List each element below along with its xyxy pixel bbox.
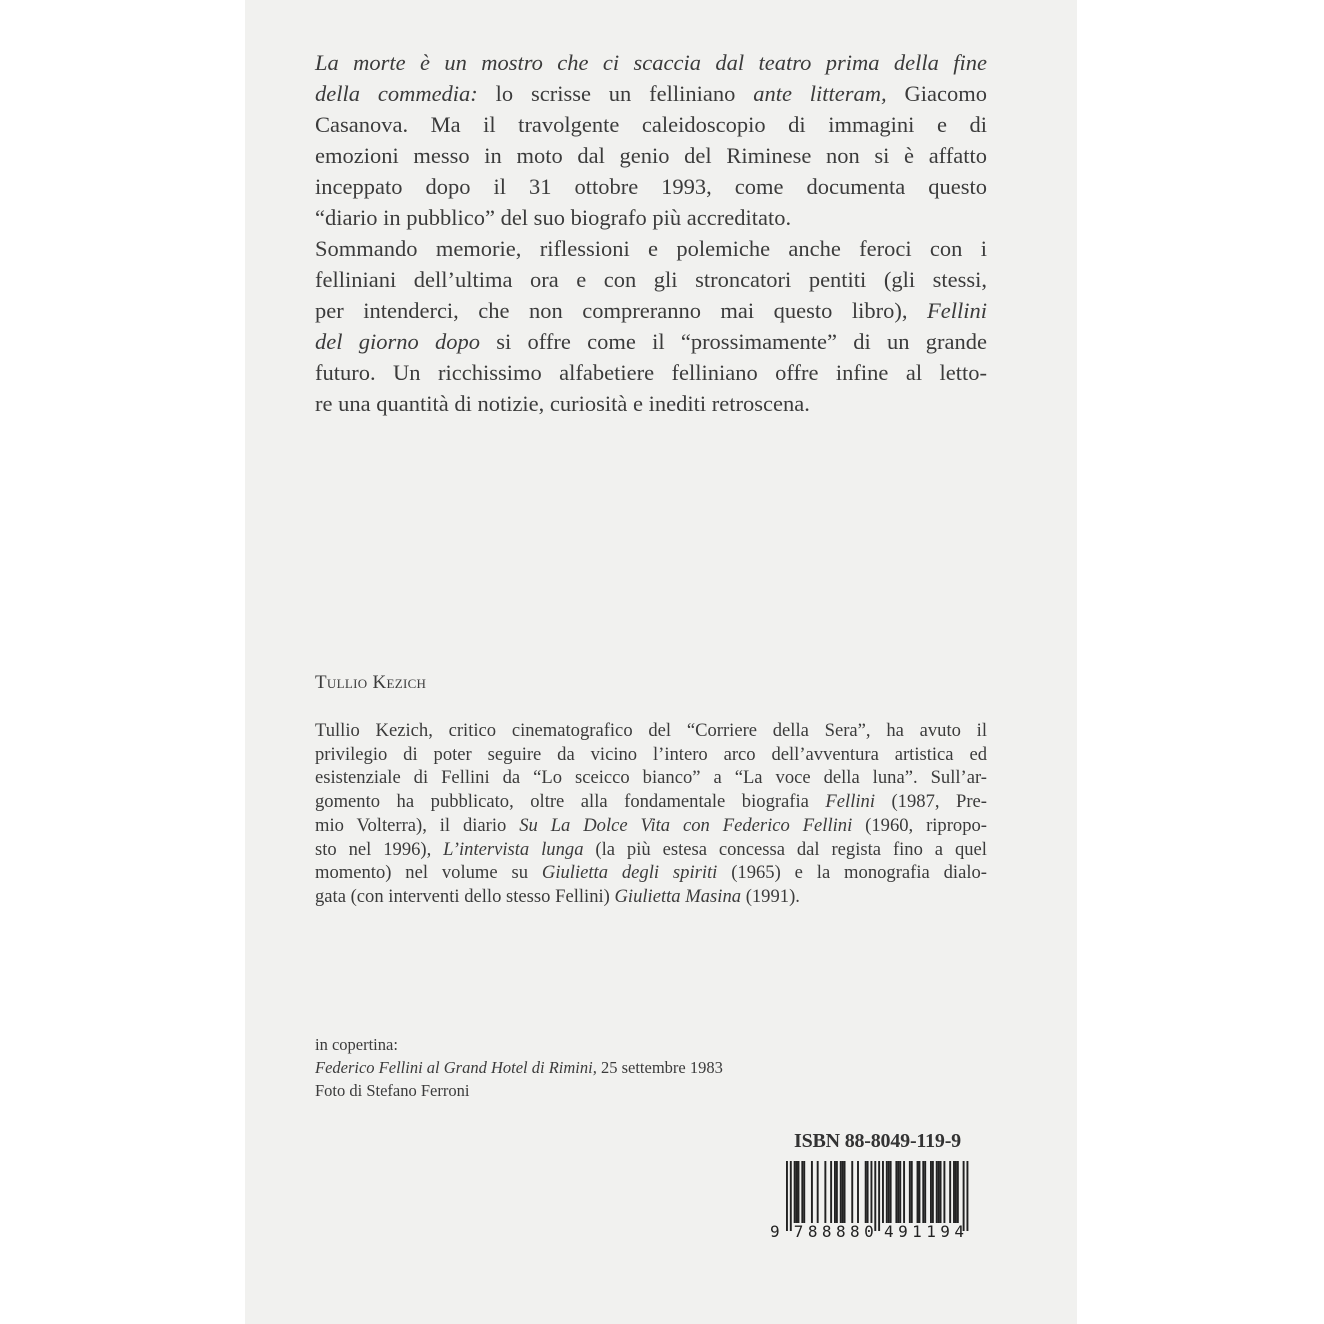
barcode-digits: 491194 xyxy=(884,1222,964,1241)
barcode-bar xyxy=(842,1161,844,1223)
text: Sommando memorie, riflessioni e polemiche anche feroci con i xyxy=(315,236,987,261)
blurb-line xyxy=(315,357,987,388)
barcode-bar xyxy=(899,1161,901,1223)
bio-line xyxy=(315,790,987,814)
barcode-bar xyxy=(903,1161,905,1223)
barcode-bar xyxy=(817,1161,819,1223)
barcode-bar xyxy=(890,1161,892,1223)
text: sto nel 1996), xyxy=(315,838,444,860)
text: Casanova. Ma il travolgente caleidoscopio di immagini e di xyxy=(315,112,987,137)
barcode-bar xyxy=(922,1161,924,1223)
text: emozioni messo in moto dal genio del Riminese non si è affatto xyxy=(315,143,987,168)
barcode-bar xyxy=(874,1161,876,1231)
text: esistenziale di Fellini da “Lo sceicco bianco” a “La voce della luna”. Sull’ar- xyxy=(315,767,987,789)
text: Giacomo xyxy=(886,81,987,106)
text: Tullio Kezich, critico cinematografico del “Corriere della Sera”, ha avuto il xyxy=(315,720,987,741)
bio-line xyxy=(315,814,987,838)
barcode-bar xyxy=(953,1161,955,1223)
bio-line xyxy=(315,838,987,862)
italic-text: La morte è un mostro che ci scaccia dal teatro prima della fine xyxy=(315,50,987,75)
barcode-bar xyxy=(801,1161,803,1223)
barcode-bar xyxy=(895,1161,897,1223)
barcode-bar xyxy=(882,1161,884,1223)
barcode-bar xyxy=(857,1161,859,1223)
bio-line xyxy=(315,861,987,885)
text: privilegio di poter seguire da vicino l’intero arco dell’avventura artistica ed xyxy=(315,743,987,765)
cover-credits xyxy=(315,1033,723,1102)
bio-line xyxy=(315,743,987,767)
blurb-text xyxy=(315,47,987,419)
blurb-line xyxy=(315,47,987,78)
barcode-bar xyxy=(955,1161,957,1223)
isbn-label: ISBN 88-8049-119-9 xyxy=(794,1130,961,1152)
italic-text: L’intervista lunga xyxy=(443,838,584,860)
text: (1960, ripropo- xyxy=(852,814,988,836)
author-bio xyxy=(315,719,987,909)
barcode-bar xyxy=(851,1161,853,1223)
blurb-line xyxy=(315,140,987,171)
barcode-bar xyxy=(888,1161,890,1223)
text: (1965) e la monografia dialo- xyxy=(717,862,987,884)
barcode-bar xyxy=(930,1161,932,1223)
barcode-bar xyxy=(966,1161,968,1231)
bio-line xyxy=(315,719,987,743)
barcode-bar xyxy=(936,1161,938,1223)
barcode-bar xyxy=(932,1161,934,1223)
barcode-bar xyxy=(867,1161,869,1223)
photo-date: 25 settembre 1983 xyxy=(596,1058,723,1077)
barcode-bar xyxy=(886,1161,888,1223)
text: (1987, Pre- xyxy=(875,791,987,813)
barcode-digits: 9 xyxy=(770,1222,780,1241)
barcode-bar xyxy=(830,1161,832,1223)
barcode-bar xyxy=(790,1161,792,1231)
text: (1991). xyxy=(741,885,800,907)
text: per intenderci, che non compreranno mai questo libro), xyxy=(315,298,927,323)
barcode-bar xyxy=(803,1161,805,1223)
barcode-bar xyxy=(940,1161,942,1223)
blurb-line xyxy=(315,202,987,233)
text: lo scrisse un felliniano xyxy=(477,81,754,106)
text: momento) nel volume su xyxy=(315,862,542,884)
italic-text: Giulietta Masina xyxy=(614,885,742,907)
barcode-bar xyxy=(794,1161,796,1223)
barcode-bar xyxy=(865,1161,867,1223)
text: inceppato dopo il 31 ottobre 1993, come documenta questo xyxy=(315,174,987,199)
barcode-bar xyxy=(963,1161,965,1231)
barcode-bar xyxy=(870,1161,872,1223)
blurb-line xyxy=(315,78,987,109)
italic-text: Fellini xyxy=(927,298,987,323)
text: gomento ha pubblicato, oltre alla fondamentale biografia xyxy=(315,791,826,813)
barcode-bar xyxy=(924,1161,926,1223)
blurb-line xyxy=(315,326,987,357)
barcode-bar xyxy=(834,1161,836,1223)
barcode-bar xyxy=(897,1161,899,1223)
credits-photo-caption xyxy=(315,1056,723,1079)
blurb-line xyxy=(315,388,987,419)
bio-line xyxy=(315,766,987,790)
italic-text: Giulietta degli spiriti xyxy=(541,862,718,884)
barcode-bar xyxy=(909,1161,911,1223)
barcode-digits: 788880 xyxy=(793,1222,874,1241)
barcode-bar xyxy=(836,1161,838,1223)
text: futuro. Un ricchissimo alfabetiere felliniano offre infine al letto- xyxy=(315,360,987,385)
barcode-bar xyxy=(840,1161,842,1223)
barcode-bar xyxy=(918,1161,920,1223)
blurb-line xyxy=(315,233,987,264)
barcode-bar xyxy=(844,1161,846,1223)
author-name: Tullio Kezich xyxy=(315,672,427,693)
text: si offre come il “prossimamente” di un grande xyxy=(480,329,988,354)
barcode-bar xyxy=(798,1161,800,1223)
italic-text: ante litteram, xyxy=(753,81,887,106)
blurb-line xyxy=(315,264,987,295)
italic-text: del giorno dopo xyxy=(315,329,481,354)
text: felliniani dell’ultima ora e con gli stroncatori pentiti (gli stessi, xyxy=(315,267,987,292)
blurb-line xyxy=(315,109,987,140)
barcode-bar xyxy=(824,1161,826,1223)
text: “diario in pubblico” del suo biografo più accreditato. xyxy=(315,205,792,230)
barcode-bar xyxy=(917,1161,919,1223)
photo-title: Federico Fellini al Grand Hotel di Rimini, xyxy=(315,1058,597,1077)
bio-line xyxy=(315,885,987,909)
barcode-bar xyxy=(878,1161,880,1231)
blurb-line xyxy=(315,171,987,202)
italic-text: Fellini xyxy=(825,791,875,813)
barcode xyxy=(768,1161,990,1243)
barcode-bar xyxy=(911,1161,913,1223)
barcode-bar xyxy=(796,1161,798,1223)
barcode-bar xyxy=(957,1161,959,1223)
barcode-bar xyxy=(811,1161,813,1223)
blurb-line xyxy=(315,295,987,326)
italic-text: Su La Dolce Vita con Federico Fellini xyxy=(519,814,853,836)
text: mio Volterra), il diario xyxy=(315,814,520,836)
barcode-bar xyxy=(938,1161,940,1223)
barcode-bar xyxy=(943,1161,945,1223)
credits-photographer: Foto di Stefano Ferroni xyxy=(315,1081,470,1100)
credits-label: in copertina: xyxy=(315,1035,398,1054)
barcode-bar xyxy=(786,1161,788,1231)
barcode-bar xyxy=(949,1161,951,1223)
text: re una quantità di notizie, curiosità e inediti retroscena. xyxy=(315,391,810,416)
text: gata (con interventi dello stesso Fellini) xyxy=(315,885,615,907)
text: (la più estesa concessa dal regista fino a quel xyxy=(583,838,987,860)
italic-text: della commedia: xyxy=(315,81,478,106)
